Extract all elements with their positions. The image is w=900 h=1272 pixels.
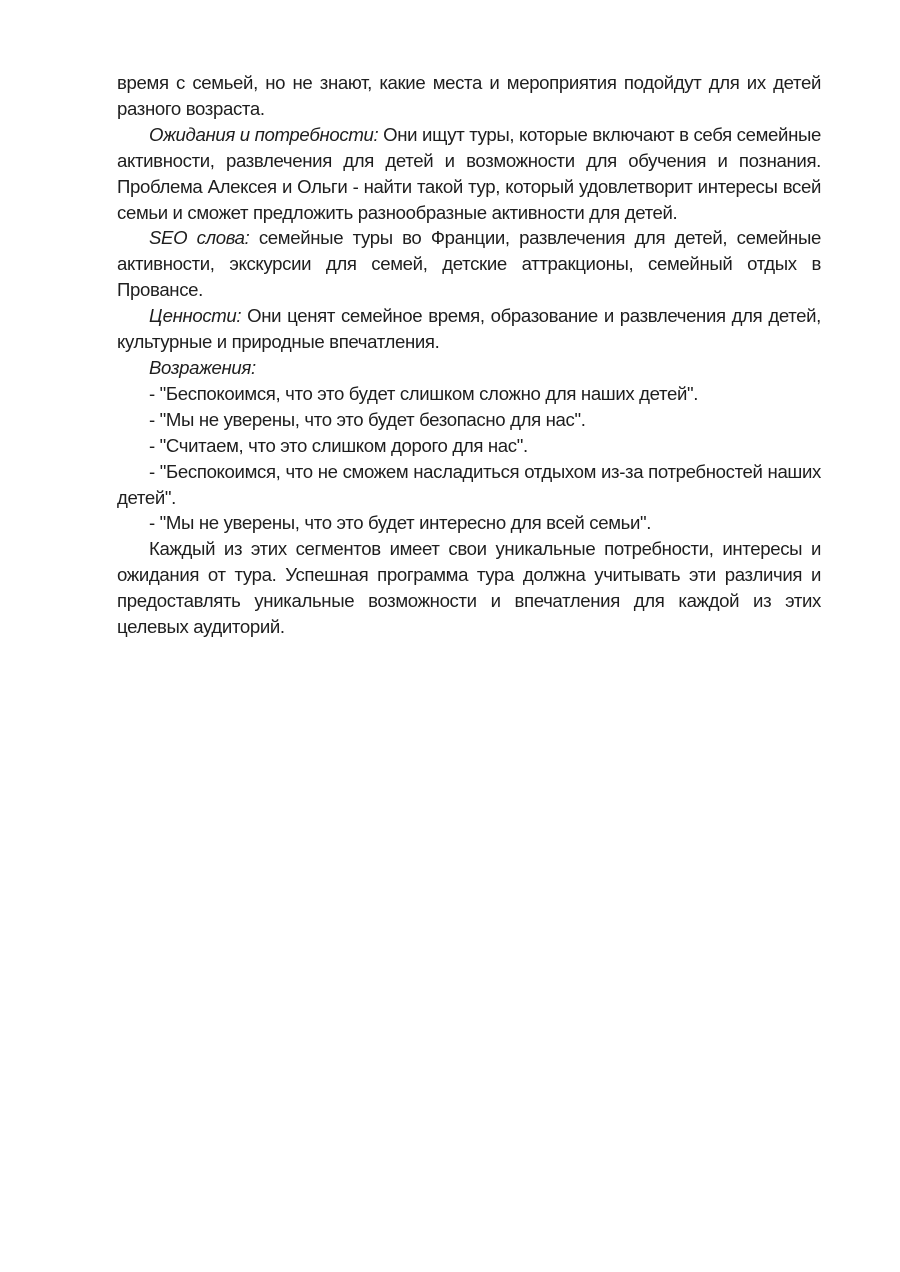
objection-item: - "Считаем, что это слишком дорого для нас". bbox=[149, 434, 528, 456]
values-paragraph bbox=[117, 303, 821, 355]
conclusion-paragraph: Каждый из этих сегментов имеет свои уникальные потребности, интересы и ожидания от тура. Успешная программа тура должна учитывать эти различия и предоставлять уникальные возможности и впечатления для каждой из этих целевых аудиторий. bbox=[117, 538, 821, 638]
seo-text: семейные туры во Франции, развлечения для детей, семейные активности, экскурсии для семей, детские аттракционы, семейный отдых в Провансе. bbox=[117, 227, 821, 301]
values-text: Они ценят семейное время, образование и развлечения для детей, культурные и природные впечатления. bbox=[117, 305, 821, 353]
expectations-text: Они ищут туры, которые включают в себя семейные активности, развлечения для детей и возможности для обучения и познания. Проблема Алексея и Ольги - найти такой тур, который удовлетворит интересы всей семьи и сможет предложить разнообразные активности для детей. bbox=[117, 123, 822, 223]
objection-item: - "Мы не уверены, что это будет интересно для всей семьи". bbox=[149, 512, 652, 534]
objection-item: - "Беспокоимся, что не сможем насладиться отдыхом из-за потребностей наших детей". bbox=[117, 460, 821, 508]
intro-continuation-paragraph: время с семьей, но не знают, какие места и мероприятия подойдут для их детей разного возраста. bbox=[117, 72, 821, 119]
expectations-label: Ожидания и потребности: bbox=[149, 123, 379, 145]
expectations-paragraph bbox=[117, 122, 821, 226]
objection-item: - "Беспокоимся, что это будет слишком сложно для наших детей". bbox=[149, 382, 699, 404]
objections-label: Возражения: bbox=[149, 356, 256, 378]
document-page bbox=[117, 70, 821, 640]
seo-paragraph bbox=[117, 225, 821, 303]
seo-label: SEO слова: bbox=[149, 227, 250, 249]
values-label: Ценности: bbox=[149, 305, 242, 327]
objections-heading bbox=[117, 355, 821, 381]
objection-item: - "Мы не уверены, что это будет безопасно для нас". bbox=[149, 408, 586, 430]
